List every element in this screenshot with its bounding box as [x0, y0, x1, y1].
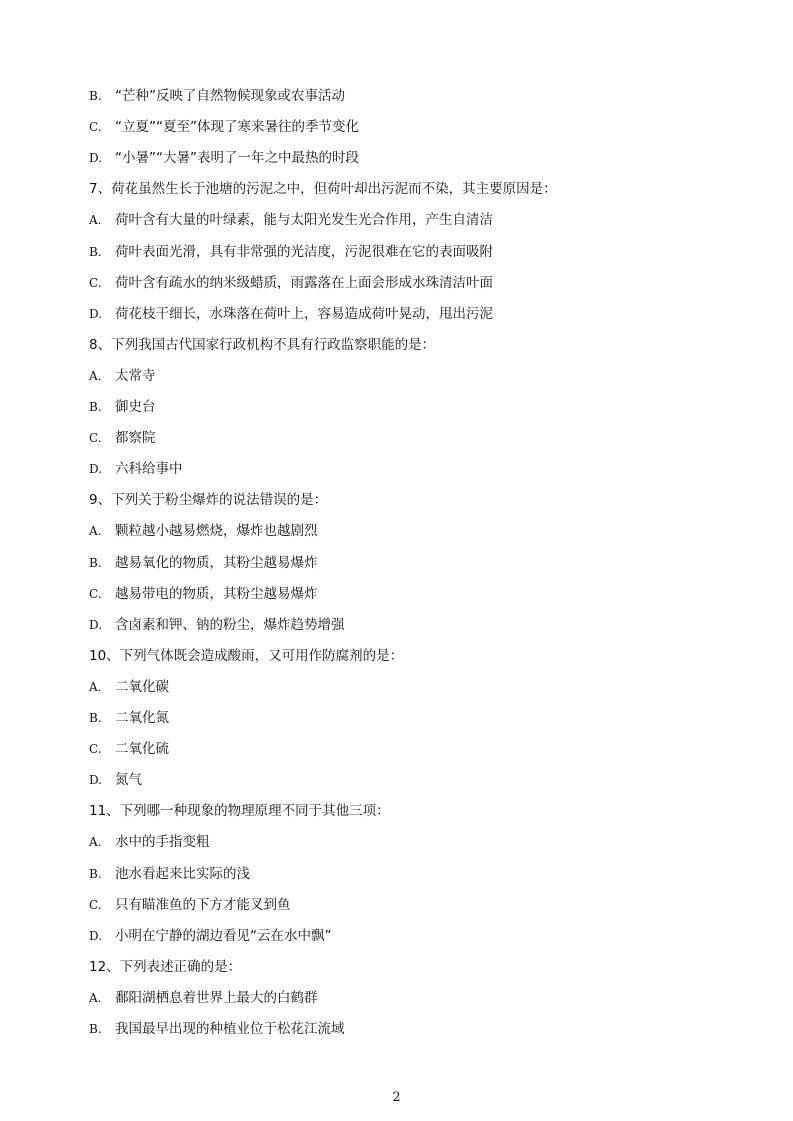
option-text: 池水看起来比实际的浅: [115, 866, 250, 882]
option-text: 含卤素和钾、钠的粉尘，爆炸趋势增强: [115, 617, 345, 633]
option-line: [89, 117, 359, 137]
option-letter: B.: [89, 711, 102, 725]
option-line: [89, 895, 291, 915]
option-text: 二氧化氮: [115, 710, 169, 726]
option-line: [89, 521, 318, 541]
option-line: [89, 739, 169, 759]
option-line: [89, 708, 169, 728]
option-letter: C.: [89, 742, 102, 756]
option-text: 越易带电的物质，其粉尘越易爆炸: [115, 586, 318, 602]
option-text: 只有瞄准鱼的下方才能叉到鱼: [115, 897, 291, 913]
question-line: [89, 957, 241, 977]
question-text: 7、荷花虽然生长于池塘的污泥之中，但荷叶却出污泥而不染，其主要原因是：: [89, 181, 557, 197]
option-line: [89, 242, 493, 262]
question-text: 9、下列关于粉尘爆炸的说法错误的是：: [89, 492, 328, 508]
option-line: [89, 148, 359, 168]
option-letter: B.: [89, 1022, 102, 1036]
question-line: [89, 801, 390, 821]
option-text: 鄱阳湖栖息着世界上最大的白鹤群: [115, 990, 318, 1006]
option-text: “立夏”“夏至”体现了寒来暑往的季节变化: [115, 119, 359, 135]
option-line: [89, 86, 345, 106]
option-text: 越易氧化的物质，其粉尘越易爆炸: [115, 555, 318, 571]
option-text: 小明在宁静的湖边看见“云在水中飘”: [115, 928, 332, 944]
option-line: [89, 366, 156, 386]
option-line: [89, 677, 169, 697]
option-letter: A.: [89, 213, 102, 227]
option-letter: C.: [89, 898, 102, 912]
option-letter: C.: [89, 276, 102, 290]
option-line: [89, 210, 493, 230]
question-line: [89, 179, 557, 199]
option-text: “芒种”反映了自然物候现象或农事活动: [115, 88, 345, 104]
option-letter: A.: [89, 524, 102, 538]
option-text: 御史台: [115, 399, 156, 415]
question-line: [89, 490, 327, 510]
option-text: 氮气: [115, 772, 142, 788]
question-text: 8、下列我国古代国家行政机构不具有行政监察职能的是：: [89, 337, 436, 353]
page-number: 2: [392, 1090, 401, 1105]
option-letter: C.: [89, 431, 102, 445]
option-letter: C.: [89, 587, 102, 601]
option-letter: A.: [89, 369, 102, 383]
option-letter: B.: [89, 89, 102, 103]
option-text: 颗粒越小越易燃烧，爆炸也越剧烈: [115, 523, 318, 539]
option-line: [89, 615, 345, 635]
option-text: 二氧化碳: [115, 679, 169, 695]
option-text: 荷花枝干细长，水珠落在荷叶上，容易造成荷叶晃动，甩出污泥: [115, 306, 493, 322]
option-text: 荷叶表面光滑，具有非常强的光洁度，污泥很难在它的表面吸附: [115, 244, 493, 260]
option-text: 太常寺: [115, 368, 156, 384]
question-line: [89, 335, 435, 355]
option-text: 六科给事中: [115, 461, 183, 477]
option-line: [89, 832, 210, 852]
option-letter: A.: [89, 835, 102, 849]
option-line: [89, 397, 156, 417]
option-letter: A.: [89, 991, 102, 1005]
option-line: [89, 553, 318, 573]
question-line: [89, 646, 403, 666]
option-text: 二氧化硫: [115, 741, 169, 757]
option-line: [89, 926, 332, 946]
option-letter: D.: [89, 618, 103, 632]
option-line: [89, 770, 142, 790]
option-text: 荷叶含有疏水的纳米级蜡质，雨露落在上面会形成水珠清洁叶面: [115, 275, 493, 291]
option-letter: D.: [89, 929, 103, 943]
option-line: [89, 988, 318, 1008]
option-line: [89, 459, 183, 479]
option-text: 都察院: [115, 430, 156, 446]
option-letter: B.: [89, 867, 102, 881]
option-line: [89, 1019, 345, 1039]
option-text: “小暑”“大暑”表明了一年之中最热的时段: [115, 150, 359, 166]
option-letter: D.: [89, 773, 103, 787]
option-letter: D.: [89, 462, 103, 476]
option-line: [89, 584, 318, 604]
option-line: [89, 864, 250, 884]
question-text: 12、下列表述正确的是：: [89, 959, 242, 975]
option-text: 我国最早出现的种植业位于松花江流域: [115, 1021, 345, 1037]
option-letter: B.: [89, 400, 102, 414]
option-text: 荷叶含有大量的叶绿素，能与太阳光发生光合作用，产生自清洁: [115, 212, 493, 228]
option-text: 水中的手指变粗: [115, 834, 210, 850]
option-letter: D.: [89, 151, 103, 165]
option-line: [89, 304, 493, 324]
question-text: 11、下列哪一种现象的物理原理不同于其他三项：: [89, 803, 390, 819]
option-line: [89, 428, 156, 448]
option-letter: B.: [89, 556, 102, 570]
option-letter: C.: [89, 120, 102, 134]
option-letter: A.: [89, 680, 102, 694]
option-line: [89, 273, 493, 293]
option-letter: D.: [89, 307, 103, 321]
question-text: 10、下列气体既会造成酸雨，又可用作防腐剂的是：: [89, 648, 404, 664]
option-letter: B.: [89, 245, 102, 259]
